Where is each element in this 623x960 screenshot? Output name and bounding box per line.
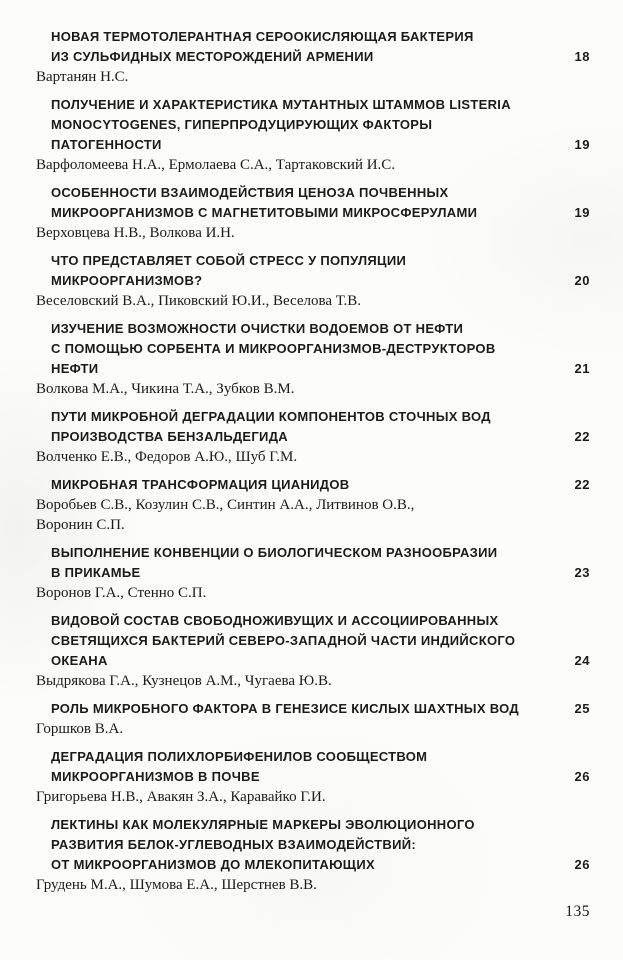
- toc-entry: [36, 183, 590, 243]
- entry-page-number: 18: [574, 49, 590, 64]
- entry-title-line: МИКРООРГАНИЗМОВ?: [51, 273, 203, 288]
- entry-authors: [36, 719, 590, 739]
- entry-page-number: 21: [574, 361, 590, 376]
- folio-page-number: 135: [565, 903, 590, 920]
- entry-page-number: 20: [574, 273, 590, 288]
- entry-title-line: РОЛЬ МИКРОБНОГО ФАКТОРА В ГЕНЕЗИСЕ КИСЛЫХ ШАХТНЫХ ВОД: [51, 701, 519, 716]
- entry-title-line: ДЕГРАДАЦИЯ ПОЛИХЛОРБИФЕНИЛОВ СООБЩЕСТВОМ: [51, 749, 428, 764]
- entry-title-line: НОВАЯ ТЕРМОТОЛЕРАНТНАЯ СЕРООКИСЛЯЮЩАЯ БАКТЕРИЯ: [51, 29, 474, 44]
- entry-title-line: ИЗ СУЛЬФИДНЫХ МЕСТОРОЖДЕНИЙ АРМЕНИИ: [51, 49, 374, 64]
- entry-authors: [36, 291, 590, 311]
- entry-title-line: С ПОМОЩЬЮ СОРБЕНТА И МИКРООРГАНИЗМОВ-ДЕСТРУКТОРОВ: [51, 341, 496, 356]
- entry-author-line: Горшков В.А.: [36, 721, 124, 737]
- entry-title-block: [36, 251, 590, 291]
- entry-title-line: ИЗУЧЕНИЕ ВОЗМОЖНОСТИ ОЧИСТКИ ВОДОЕМОВ ОТ НЕФТИ: [51, 321, 464, 336]
- entry-page-number: 23: [574, 565, 590, 580]
- entry-authors: [36, 583, 590, 603]
- entry-title-line: ПОЛУЧЕНИЕ И ХАРАКТЕРИСТИКА МУТАНТНЫХ ШТАММОВ LISTERIA: [51, 97, 511, 112]
- toc-entry: [36, 407, 590, 467]
- entry-title-block: [36, 475, 590, 495]
- entry-title-line: ОКЕАНА: [51, 653, 108, 668]
- entry-title-line: МИКРООРГАНИЗМОВ В ПОЧВЕ: [51, 769, 260, 784]
- entry-authors: [36, 379, 590, 399]
- entry-title-block: [36, 699, 590, 719]
- entry-title-line: ПАТОГЕННОСТИ: [51, 137, 162, 152]
- entry-authors: [36, 671, 590, 691]
- toc-entry: [36, 543, 590, 603]
- entry-title-block: [36, 183, 590, 223]
- entry-author-line: Веселовский В.А., Пиковский Ю.И., Веселова Т.В.: [36, 293, 361, 309]
- entry-author-line: Варфоломеева Н.А., Ермолаева С.А., Тартаковский И.С.: [36, 157, 396, 173]
- entry-title-line: НЕФТИ: [51, 361, 99, 376]
- entry-title-block: [36, 611, 590, 671]
- entry-authors: [36, 787, 590, 807]
- entry-title-line: ПУТИ МИКРОБНОЙ ДЕГРАДАЦИИ КОМПОНЕНТОВ СТОЧНЫХ ВОД: [51, 409, 491, 424]
- entry-page-number: 19: [574, 137, 590, 152]
- entry-author-line: Воронин С.П.: [36, 517, 125, 533]
- entry-author-line: Вартанян Н.С.: [36, 69, 129, 85]
- toc-entry: [36, 27, 590, 87]
- toc-entry: [36, 699, 590, 739]
- toc-entry: [36, 611, 590, 691]
- toc-list: [36, 27, 590, 903]
- entry-page-number: 26: [574, 769, 590, 784]
- entry-authors: [36, 155, 590, 175]
- toc-entry: [36, 251, 590, 311]
- entry-title-line: MONOCYTOGENES, ГИПЕРПРОДУЦИРУЮЩИХ ФАКТОРЫ: [51, 117, 433, 132]
- entry-title-block: [36, 319, 590, 379]
- entry-title-line: ОСОБЕННОСТИ ВЗАИМОДЕЙСТВИЯ ЦЕНОЗА ПОЧВЕННЫХ: [51, 185, 449, 200]
- entry-title-line: ВИДОВОЙ СОСТАВ СВОБОДНОЖИВУЩИХ И АССОЦИИРОВАННЫХ: [51, 613, 499, 628]
- entry-page-number: 22: [574, 429, 590, 444]
- entry-title-block: [36, 27, 590, 67]
- toc-entry: [36, 475, 590, 535]
- toc-entry: [36, 95, 590, 175]
- entry-page-number: 22: [574, 477, 590, 492]
- entry-title-line: ОТ МИКРООРГАНИЗМОВ ДО МЛЕКОПИТАЮЩИХ: [51, 857, 375, 872]
- toc-entry: [36, 747, 590, 807]
- entry-authors: [36, 67, 590, 87]
- entry-page-number: 24: [574, 653, 590, 668]
- entry-author-line: Верховцева Н.В., Волкова И.Н.: [36, 225, 235, 241]
- entry-page-number: 19: [574, 205, 590, 220]
- entry-title-line: ВЫПОЛНЕНИЕ КОНВЕНЦИИ О БИОЛОГИЧЕСКОМ РАЗНООБРАЗИИ: [51, 545, 498, 560]
- entry-author-line: Выдрякова Г.А., Кузнецов А.М., Чугаева Ю.В.: [36, 673, 332, 689]
- entry-authors: [36, 875, 590, 895]
- toc-entry: [36, 319, 590, 399]
- entry-page-number: 26: [574, 857, 590, 872]
- entry-title-line: ПРОИЗВОДСТВА БЕНЗАЛЬДЕГИДА: [51, 429, 288, 444]
- entry-author-line: Григорьева Н.В., Авакян З.А., Каравайко Г.И.: [36, 789, 326, 805]
- entry-title-line: ЛЕКТИНЫ КАК МОЛЕКУЛЯРНЫЕ МАРКЕРЫ ЭВОЛЮЦИОННОГО: [51, 817, 475, 832]
- entry-title-line: МИКРОБНАЯ ТРАНСФОРМАЦИЯ ЦИАНИДОВ: [51, 477, 350, 492]
- entry-author-line: Воробьев С.В., Козулин С.В., Синтин А.А., Литвинов О.В.,: [36, 497, 415, 513]
- entry-title-line: РАЗВИТИЯ БЕЛОК-УГЛЕВОДНЫХ ВЗАИМОДЕЙСТВИЙ:: [51, 837, 416, 852]
- entry-author-line: Волкова М.А., Чикина Т.А., Зубков В.М.: [36, 381, 295, 397]
- entry-authors: [36, 495, 590, 535]
- entry-title-line: МИКРООРГАНИЗМОВ С МАГНЕТИТОВЫМИ МИКРОСФЕРУЛАМИ: [51, 205, 478, 220]
- entry-title-line: В ПРИКАМЬЕ: [51, 565, 141, 580]
- entry-title-block: [36, 407, 590, 447]
- entry-title-block: [36, 815, 590, 875]
- entry-authors: [36, 447, 590, 467]
- entry-title-block: [36, 747, 590, 787]
- entry-authors: [36, 223, 590, 243]
- entry-title-line: ЧТО ПРЕДСТАВЛЯЕТ СОБОЙ СТРЕСС У ПОПУЛЯЦИИ: [51, 253, 407, 268]
- entry-author-line: Воронов Г.А., Стенно С.П.: [36, 585, 207, 601]
- entry-author-line: Волченко Е.В., Федоров А.Ю., Шуб Г.М.: [36, 449, 298, 465]
- toc-entry: [36, 815, 590, 895]
- entry-title-line: СВЕТЯЩИХСЯ БАКТЕРИЙ СЕВЕРО-ЗАПАДНОЙ ЧАСТИ ИНДИЙСКОГО: [51, 633, 516, 648]
- entry-page-number: 25: [574, 701, 590, 716]
- entry-title-block: [36, 543, 590, 583]
- entry-title-block: [36, 95, 590, 155]
- entry-author-line: Грудень М.А., Шумова Е.А., Шерстнев В.В.: [36, 877, 317, 893]
